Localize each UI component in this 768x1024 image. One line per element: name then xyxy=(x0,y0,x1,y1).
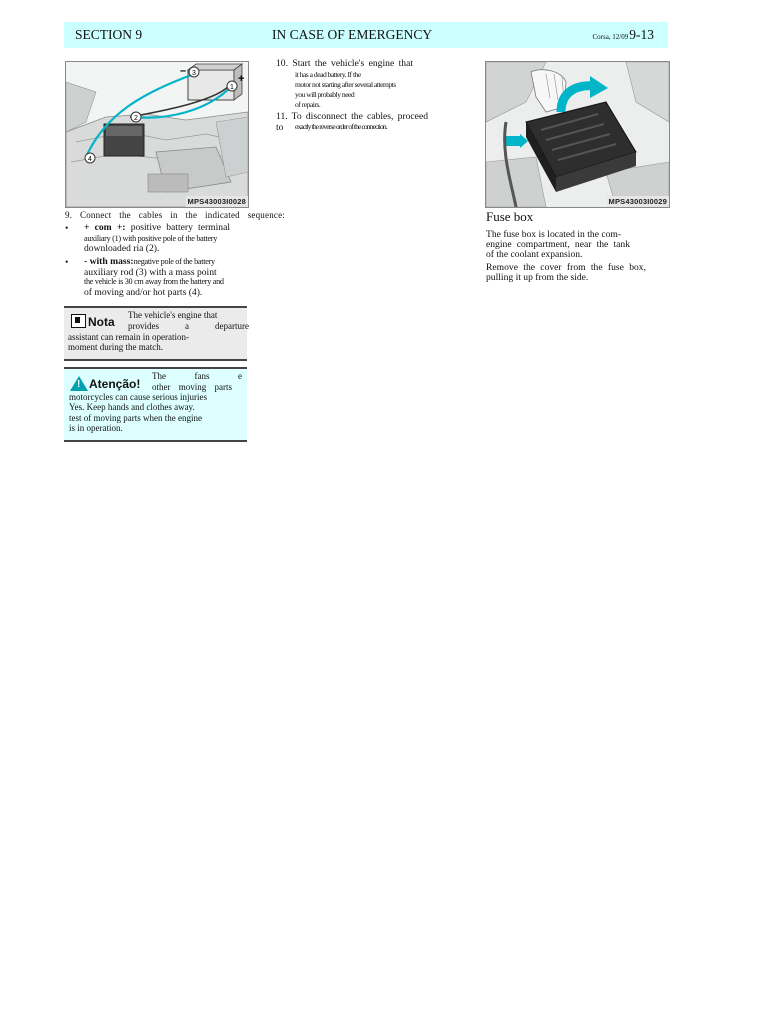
marker-2: 2 xyxy=(134,115,138,122)
bullet-1-text1: positive battery terminal xyxy=(130,222,230,233)
note-icon xyxy=(71,314,86,328)
fuse-box-illustration xyxy=(486,62,669,207)
warning-line1: The fans e xyxy=(152,371,242,381)
marker-3: 3 xyxy=(192,70,196,77)
step-10-line2: it has a dead battery. If the xyxy=(295,70,361,79)
plus-sign: + xyxy=(238,73,245,85)
warning-icon: ! xyxy=(70,376,88,391)
warning-line2: other moving parts xyxy=(152,382,232,392)
jump-start-figure xyxy=(65,61,249,208)
fuse-para2-line1: Remove the cover from the fuse box, xyxy=(486,262,646,273)
bullet-1-line2: auxiliary (1) with positive pole of the battery xyxy=(84,234,218,243)
marker-1: 1 xyxy=(230,84,234,91)
note-box xyxy=(64,306,247,361)
fuse-box-figure xyxy=(485,61,670,208)
warning-box xyxy=(64,367,247,442)
step-11-line1: 11. To disconnect the cables, proceed to xyxy=(276,111,428,133)
figure-code-right: MPS43003I0029 xyxy=(608,197,667,206)
model-label: Corsa, 12/09 xyxy=(592,33,629,41)
figure-code-left-label: MPS43003I0028 xyxy=(187,197,246,206)
fuse-para1-line2: engine compartment, near the tank xyxy=(486,239,630,250)
warning-label: Atenção! xyxy=(89,377,141,391)
bullet-2-symbol: • xyxy=(65,257,69,268)
step-10-line1: 10. Start the vehicle's engine that xyxy=(276,58,413,69)
bullet-2-line3: the vehicle is 30 cm away from the battery and xyxy=(84,277,224,286)
warning-line3: motorcycles can cause serious injuries xyxy=(69,392,207,402)
header-bar xyxy=(64,22,668,48)
note-line1: The vehicle's engine that xyxy=(128,310,218,320)
step-10-line3: motor not starting after several attempts xyxy=(295,80,396,89)
warning-line5: test of moving parts when the engine xyxy=(69,413,202,423)
bullet-2-line1 xyxy=(84,257,215,268)
fuse-box-heading: Fuse box xyxy=(486,209,534,224)
bullet-2-bold: - with mass: xyxy=(84,256,134,267)
note-label: Nota xyxy=(88,315,115,329)
bullet-1-line1 xyxy=(84,223,230,234)
bullet-2-line4: of moving and/or hot parts (4). xyxy=(84,287,203,298)
fuse-para2-line2: pulling it up from the side. xyxy=(486,272,589,283)
marker-4: 4 xyxy=(88,156,92,163)
step-10-line4: you will probably need xyxy=(295,90,355,99)
note-line2: provides a departure xyxy=(128,321,249,331)
fuse-para1-line1: The fuse box is located in the com- xyxy=(486,229,622,240)
note-line4: moment during the match. xyxy=(68,342,163,352)
warning-line6: is in operation. xyxy=(69,423,123,433)
engine-bay-illustration xyxy=(66,62,248,207)
bullet-1-line3: downloaded ria (2). xyxy=(84,243,160,254)
page-title: IN CASE OF EMERGENCY xyxy=(272,27,433,42)
minus-sign: – xyxy=(180,65,187,77)
bullet-2-line2: auxiliary rod (3) with a mass point xyxy=(84,267,217,278)
fuse-para1-line3: of the coolant expansion. xyxy=(486,249,583,260)
bullet-1-symbol: • xyxy=(65,223,69,234)
page-number-group xyxy=(592,27,654,43)
page-number: 9-13 xyxy=(629,27,654,42)
section-label: SECTION 9 xyxy=(75,27,143,42)
step-10-line5: of repairs. xyxy=(295,100,321,109)
note-line3: assistant can remain in operation- xyxy=(68,332,189,342)
warning-line4: Yes. Keep hands and clothes away. xyxy=(69,402,195,412)
bullet-1-bold: + com +: xyxy=(84,222,126,233)
bullet-2-text1: negative pole of the battery xyxy=(133,257,215,266)
step-11-line2: exactly the reverse order of the connection. xyxy=(295,122,387,131)
step-9: 9. Connect the cables in the indicated sequence: xyxy=(65,210,285,220)
